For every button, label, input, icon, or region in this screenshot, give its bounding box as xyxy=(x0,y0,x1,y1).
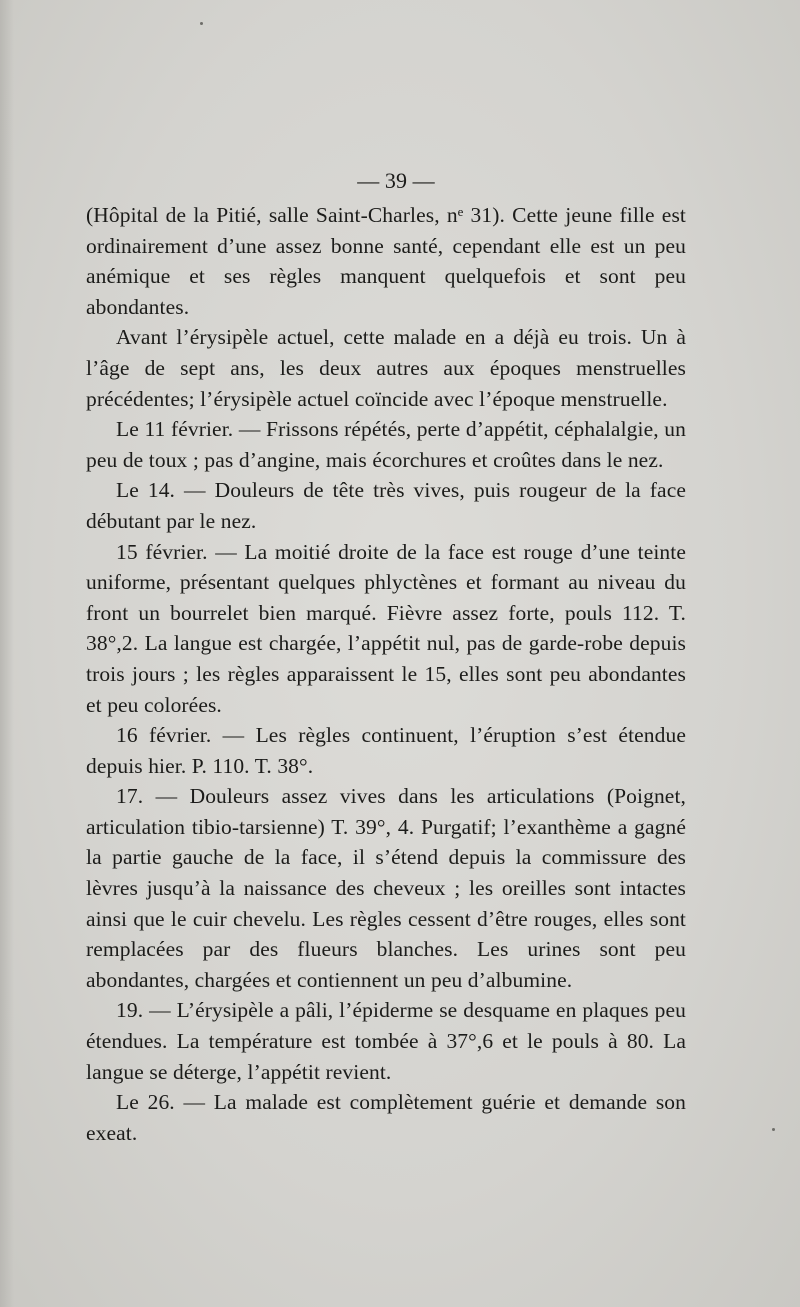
paragraph-feb-14: Le 14. — Douleurs de tête très vives, puis rougeur de la face débutant par le nez. xyxy=(86,478,686,533)
paragraph-feb-19: 19. — L’érysipèle a pâli, l’épiderme se desquame en plaques peu étendues. La température est tombée à 37°,6 et le pouls à 80. La langue se déterge, l’appétit revient. xyxy=(86,998,686,1084)
print-speck xyxy=(200,22,203,25)
paragraph-hospital-note: (Hôpital de la Pitié, salle Saint-Charles, nᵉ 31). Cette jeune fille est ordinairement d’une assez bonne santé, cependant elle est un peu anémique et ses règles manquent quelquefois et sont peu abondantes. xyxy=(86,203,686,319)
page-number: — 39 — xyxy=(357,168,435,193)
print-speck xyxy=(772,1128,775,1131)
paragraph-feb-11: Le 11 février. — Frissons répétés, perte d’appétit, céphalalgie, un peu de toux ; pas d’angine, mais écorchures et croûtes dans le nez. xyxy=(86,417,686,472)
paragraph-history: Avant l’érysipèle actuel, cette malade en a déjà eu trois. Un à l’âge de sept ans, les deux autres aux époques menstruelles précédentes; l’érysipèle actuel coïncide avec l’époque menstruelle. xyxy=(86,325,686,411)
text-block xyxy=(86,166,686,1148)
page-edge-shadow xyxy=(0,0,14,1307)
paragraph-feb-17: 17. — Douleurs assez vives dans les articulations (Poignet, articulation tibio-tarsienne) T. 39°, 4. Purgatif; l’exanthème a gagné la partie gauche de la face, il s’étend depuis la commissure des lèvres jusqu’à la naissance des cheveux ; les oreilles sont intactes ainsi que le cuir chevelu. Les règles cessent d’être rouges, elles sont remplacées par des flueurs blanches. Les urines sont peu abondantes, chargées et contiennent un peu d’albumine. xyxy=(86,784,686,992)
paragraph-feb-15: 15 février. — La moitié droite de la face est rouge d’une teinte uniforme, présentant quelques phlyctènes et formant au niveau du front un bourrelet bien marqué. Fièvre assez forte, pouls 112. T. 38°,2. La langue est chargée, l’appétit nul, pas de garde-robe depuis trois jours ; les règles apparaissent le 15, elles sont peu abondantes et peu colorées. xyxy=(86,539,686,717)
paragraph-feb-26: Le 26. — La malade est complètement guérie et demande son exeat. xyxy=(86,1090,686,1145)
paragraph-feb-16: 16 février. — Les règles continuent, l’éruption s’est étendue depuis hier. P. 110. T. 38°. xyxy=(86,723,686,778)
